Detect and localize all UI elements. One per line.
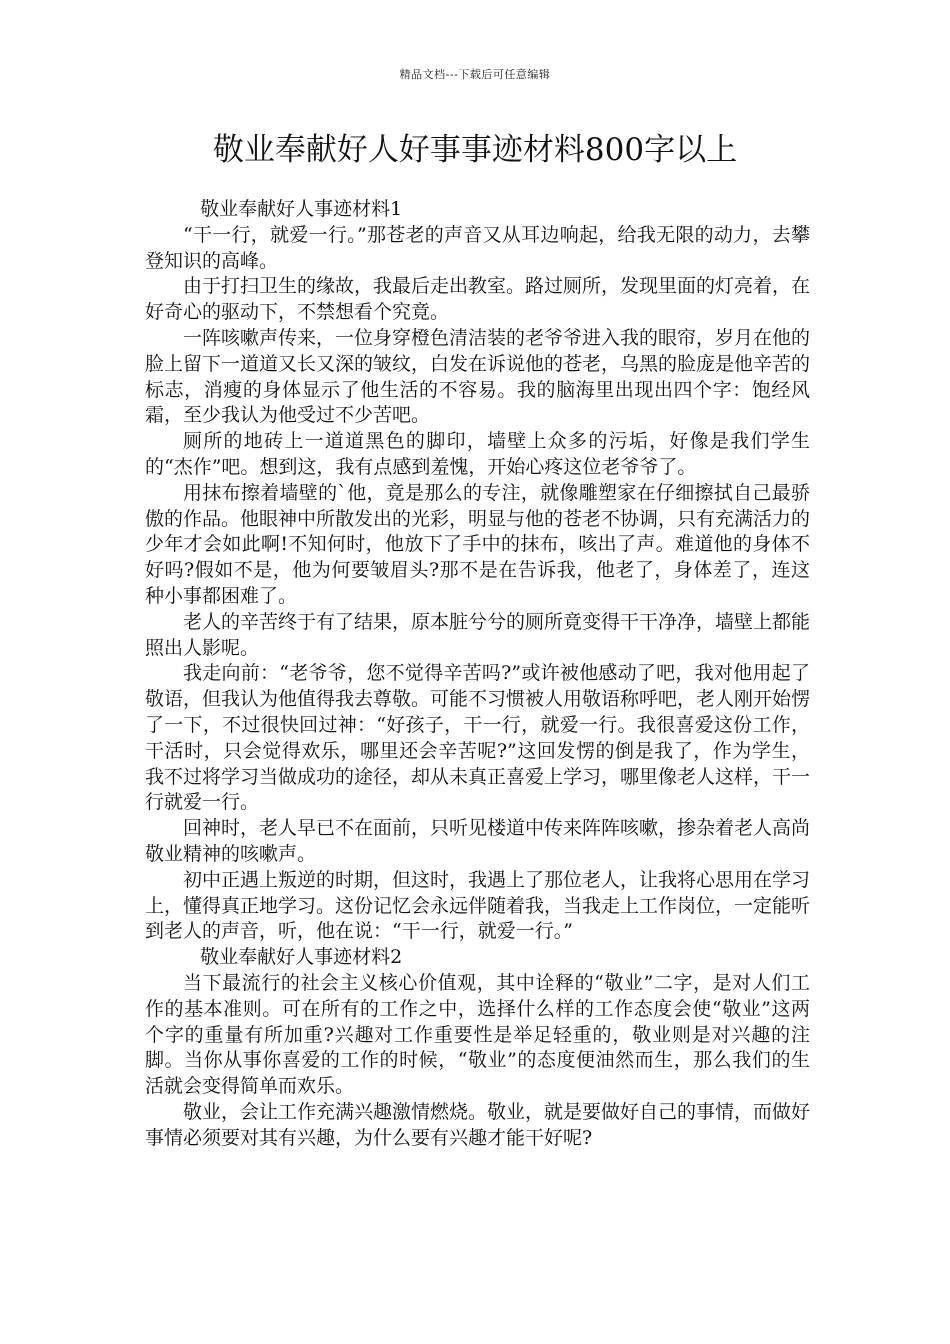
- page-header: 精品文档---下载后可任意编辑: [399, 68, 551, 81]
- section-heading-1: 敬业奉献好人事迹材料1: [200, 198, 403, 220]
- paragraph: 一阵咳嗽声传来，一位身穿橙色清洁装的老爷爷进入我的眼帘，岁月在他的脸上留下一道道又长又深的皱纹，白发在诉说他的苍老，乌黑的脸庞是他辛苦的标志，消瘦的身体显示了他生活的不容易。我的脑海里出现出四个字：饱经风霜，至少我认为他受过不少苦吧。: [145, 326, 811, 427]
- document-body: [145, 197, 810, 1151]
- section-heading-2: 敬业奉献好人事迹材料2: [200, 946, 403, 969]
- paragraph: 敬业，会让工作充满兴趣激情燃烧。敬业，就是要做好自己的事情，而做好事情必须要对其有兴趣，为什么要有兴趣才能干好呢?: [145, 1100, 811, 1149]
- paragraph: 老人的辛苦终于有了结果，原本脏兮兮的厕所竟变得干干净净，墙壁上都能照出人影呢。: [145, 610, 811, 659]
- paragraph: 我走向前：“老爷爷，您不觉得辛苦吗?”或许被他感动了吧，我对他用起了敬语，但我认为他值得我去尊敬。可能不习惯被人用敬语称呼吧，老人刚开始愣了一下，不过很快回过神：“好孩子，干一行，就爱一行。我很喜爱这份工作，干活时，只会觉得欢乐，哪里还会辛苦呢?”这回发愣的倒是我了，作为学生，我不过将学习当做成功的途径，却从未真正喜爱上学习，哪里像老人这样，干一行就爱一行。: [145, 662, 811, 814]
- paragraph: 由于打扫卫生的缘故，我最后走出教室。路过厕所，发现里面的灯亮着，在好奇心的驱动下，不禁想看个究竟。: [145, 275, 811, 324]
- paragraph: “干一行，就爱一行。”那苍老的声音又从耳边响起，给我无限的动力，去攀登知识的高峰。: [145, 223, 810, 272]
- paragraph: 初中正遇上叛逆的时期，但这时，我遇上了那位老人，让我将心思用在学习上，懂得真正地学习。这份记忆会永远伴随着我，当我走上工作岗位，一定能听到老人的声音，听，他在说：“干一行，就爱一行。”: [145, 868, 811, 943]
- paragraph: 回神时，老人早已不在面前，只听见楼道中传来阵阵咳嗽，掺杂着老人高尚敬业精神的咳嗽声。: [145, 817, 811, 865]
- paragraph: 厕所的地砖上一道道黑色的脚印，墙壁上众多的污垢，好像是我们学生的“杰作”吧。想到这，我有点感到羞愧，开始心疼这位老爷爷了。: [145, 430, 810, 478]
- paragraph: 用抹布擦着墙壁的`他，竟是那么的专注，就像雕塑家在仔细擦拭自己最骄傲的作品。他眼神中所散发出的光彩，明显与他的苍老不协调，只有充满活力的少年才会如此啊!不知何时，他放下了手中的抹布，咳出了声。难道他的身体不好吗?假如不是，他为何要皱眉头?那不是在告诉我，他老了，身体差了，连这种小事都困难了。: [145, 481, 811, 607]
- paragraph: 当下最流行的社会主义核心价值观，其中诠释的“敬业”二字，是对人们工作的基本准则。可在所有的工作之中，选择什么样的工作态度会使“敬业”这两个字的重量有所加重?兴趣对工作重要性是举足轻重的，敬业则是对兴趣的注脚。当你从事你喜爱的工作的时候，“敬业”的态度便油然而生，那么我们的生活就会变得简单而欢乐。: [145, 971, 810, 1098]
- document-title: 敬业奉献好人好事事迹材料800字以上: [212, 132, 738, 168]
